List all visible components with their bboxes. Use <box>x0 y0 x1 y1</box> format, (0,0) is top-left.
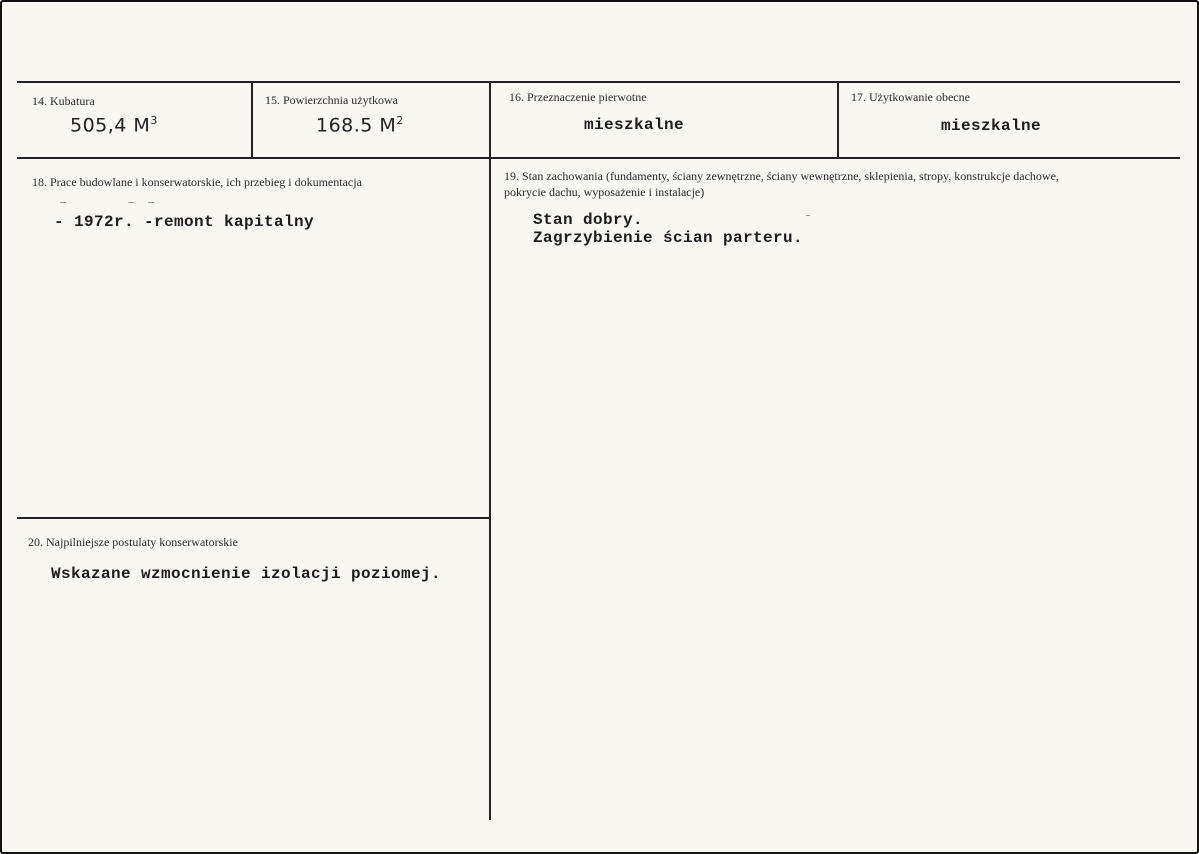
field-17-value: mieszkalne <box>941 117 1042 135</box>
field-19-line-2: Zagrzybienie ścian parteru. <box>533 229 804 247</box>
top-rule <box>17 81 1180 83</box>
divider-16-17 <box>837 82 839 158</box>
field-16-label: 16. Przeznaczenie pierwotne <box>509 90 647 104</box>
field-19-label: 19. Stan zachowania (fundamenty, ściany zewnętrzne, ściany wewnętrzne, sklepienia, stropy, konstrukcje dachowe, pokrycie dachu, wyposażenie i instalacje) <box>504 169 1059 199</box>
field-20-value: Wskazane wzmocnienie izolacji poziomej. <box>51 565 442 583</box>
field-15-label: 15. Powierzchnia użytkowa <box>265 93 398 107</box>
field-15-number: 168.5 M <box>316 114 397 137</box>
divider-14-15 <box>251 82 253 158</box>
field-14-label: 14. Kubatura <box>32 94 95 108</box>
field-18-label: 18. Prace budowlane i konserwatorskie, ich przebieg i dokumentacja <box>32 175 362 189</box>
field-14-number: 505,4 M <box>70 114 151 137</box>
row1-bottom-rule <box>17 157 1180 159</box>
field-15-unit-exponent: 2 <box>396 114 404 127</box>
field-19-line-1: Stan dobry. <box>533 211 644 229</box>
divider-left-right <box>489 158 491 820</box>
scan-artefact <box>128 202 134 203</box>
divider-18-20 <box>17 517 490 519</box>
field-18-value: - 1972r. -remont kapitalny <box>54 213 315 231</box>
field-14-unit-exponent: 3 <box>150 114 158 127</box>
field-16-value: mieszkalne <box>584 116 685 134</box>
scan-artefact <box>148 202 154 203</box>
field-20-label: 20. Najpilniejsze postulaty konserwatorskie <box>28 535 238 549</box>
divider-15-16 <box>489 82 491 158</box>
field-14-value <box>70 114 158 136</box>
field-15-value <box>316 114 404 136</box>
field-17-label: 17. Użytkowanie obecne <box>851 90 970 104</box>
scan-artefact <box>60 202 66 203</box>
scan-artefact <box>806 215 810 216</box>
